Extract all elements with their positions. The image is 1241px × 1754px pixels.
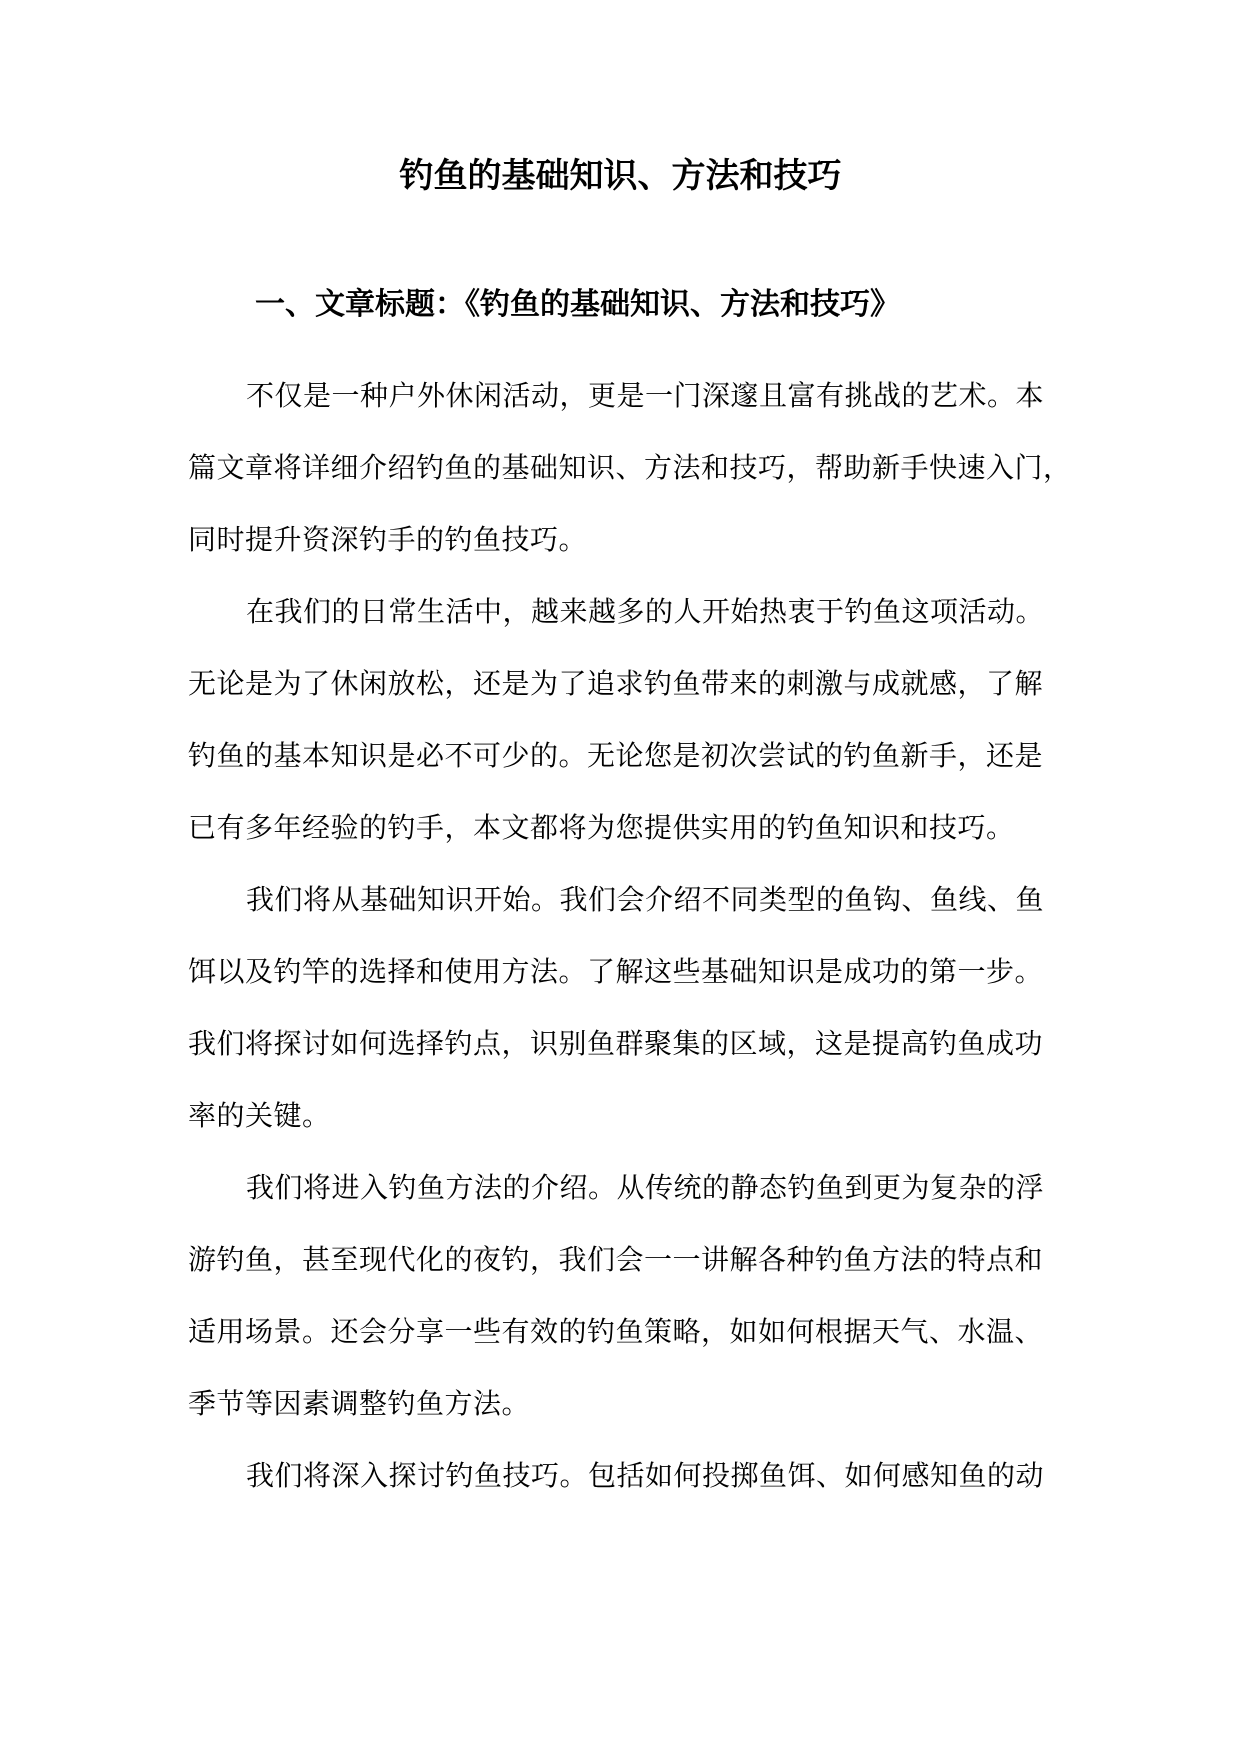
paragraph: [188, 360, 1072, 576]
paragraph-line: 适用场景。还会分享一些有效的钓鱼策略，如如何根据天气、水温、: [188, 1315, 1044, 1348]
paragraph-line: 我们将探讨如何选择钓点，识别鱼群聚集的区域，这是提高钓鱼成功: [188, 1027, 1044, 1060]
paragraph-line: 饵以及钓竿的选择和使用方法。了解这些基础知识是成功的第一步。: [188, 955, 1044, 988]
paragraph-line: 我们将深入探讨钓鱼技巧。包括如何投掷鱼饵、如何感知鱼的动: [246, 1459, 1045, 1492]
paragraph-line: 我们将从基础知识开始。我们会介绍不同类型的鱼钩、鱼线、鱼: [246, 883, 1045, 916]
document-body: [188, 360, 1072, 1512]
section-heading: 一、文章标题：《钓鱼的基础知识、方法和技巧》: [255, 287, 900, 322]
paragraph-line: 游钓鱼，甚至现代化的夜钓，我们会一一讲解各种钓鱼方法的特点和: [188, 1243, 1044, 1276]
paragraph-line: 我们将进入钓鱼方法的介绍。从传统的静态钓鱼到更为复杂的浮: [246, 1171, 1045, 1204]
document-title: 钓鱼的基础知识、方法和技巧: [399, 156, 842, 196]
paragraph-line: 在我们的日常生活中，越来越多的人开始热衷于钓鱼这项活动。: [246, 595, 1045, 628]
paragraph-line: 篇文章将详细介绍钓鱼的基础知识、方法和技巧，帮助新手快速入门，: [188, 451, 1072, 484]
paragraph: [188, 1440, 1058, 1512]
paragraph-line: 已有多年经验的钓手，本文都将为您提供实用的钓鱼知识和技巧。: [188, 811, 1015, 844]
paragraph-line: 季节等因素调整钓鱼方法。: [188, 1387, 531, 1420]
paragraph-line: 钓鱼的基本知识是必不可少的。无论您是初次尝试的钓鱼新手，还是: [188, 739, 1044, 772]
paragraph-line: 同时提升资深钓手的钓鱼技巧。: [188, 523, 588, 556]
paragraph-line: 无论是为了休闲放松，还是为了追求钓鱼带来的刺激与成就感，了解: [188, 667, 1044, 700]
paragraph: [188, 864, 1058, 1152]
paragraph: [188, 1152, 1058, 1440]
paragraph-line: 率的关键。: [188, 1099, 331, 1132]
paragraph: [188, 576, 1058, 864]
paragraph-line: 不仅是一种户外休闲活动，更是一门深邃且富有挑战的艺术。本: [246, 379, 1045, 412]
